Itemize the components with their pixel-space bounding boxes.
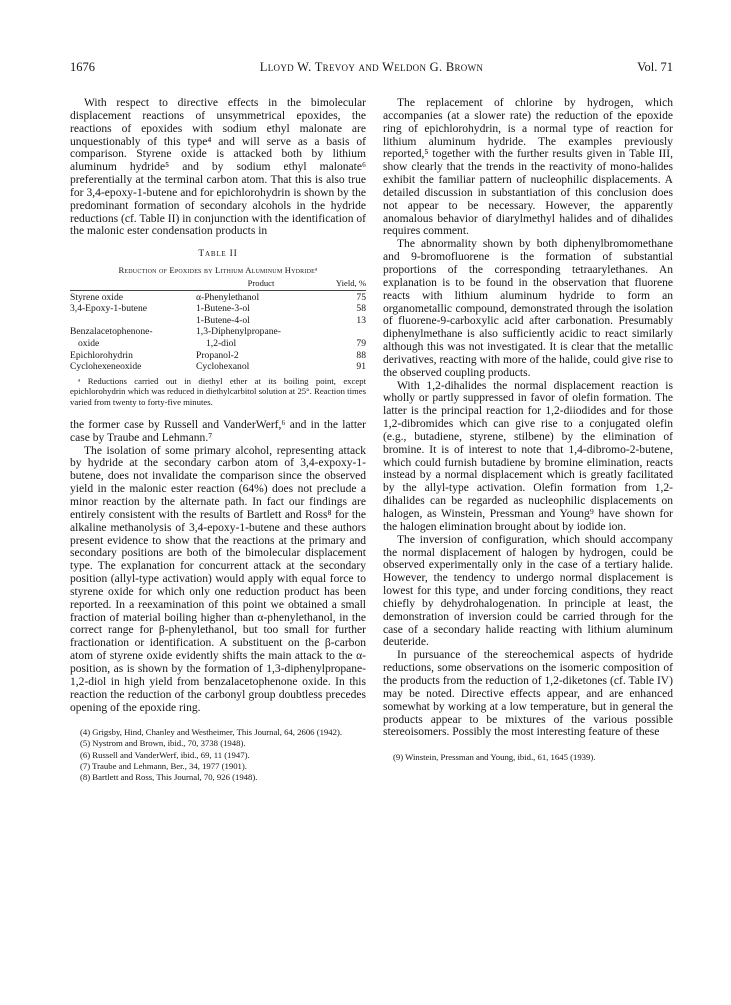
table-cell: 3,4-Epoxy-1-butene [70,303,147,315]
table-cell: 79 [356,337,366,349]
table-header-row [70,278,366,291]
table-cell: oxide [78,337,100,349]
table-cell: 13 [356,314,366,326]
table-header-cell: Product [247,277,275,288]
table-cell: 88 [356,349,366,361]
left-paragraph-1: With respect to directive effects in the bimolecular displacement reactions of unsymmetrical epoxides, the reactions of epoxides with sodium ethyl malonate are unquestionably of this type⁴ and will serve as a basis of comparison. Styrene oxide is attacked both by lithium aluminum hydride⁵ and by sodium ethyl malonate⁶ preferentially at the terminal carbon atom. That this is also true for 3,4-epoxy-1-butene and for epichlorohydrin is shown by the predominant formation of secondary alcohols in the hydride reductions (cf. Table II) in conjunction with the identification of the malonic ester condensation products in [70,97,366,238]
footnote: (5) Nystrom and Brown, ibid., 70, 3738 (1948). [80,738,246,749]
running-header [70,60,673,78]
footnote: (8) Bartlett and Ross, This Journal, 70, 926 (1948). [80,771,258,782]
footnote: (7) Traube and Lehmann, Ber., 34, 1977 (1901). [80,760,247,771]
table-cell: 1-Butene-3-ol [196,303,250,315]
table-cell: Cyclohexanol [196,361,250,373]
table-cell: 58 [356,303,366,315]
table-row [70,303,366,315]
table-row [70,292,366,304]
table-header-cell [70,278,196,290]
table-row [70,326,366,338]
table-cell: Epichlorohydrin [70,349,133,361]
table-footnote: ᵃ Reductions carried out in diethyl ether at its boiling point, except epichlorohydrin which was reduced in diethylcarbitol solution at 25°. Reaction times varied from twenty to forty-five minutes. [70,375,366,407]
table-cell: 91 [356,361,366,373]
table-cell: Propanol-2 [196,349,239,361]
page-number: 1676 [70,60,95,74]
table-row [70,315,366,327]
table-cell [70,315,196,327]
right-paragraph-3: With 1,2-dihalides the normal displacement reaction is wholly or partly suppressed in favor of olefin formation. The latter is the principal reaction for 1,2-diiodides and for those 1,2-dibromides which can give rise to a conjugated olefin (e.g., butadiene, styrene, stilbene) by the elimination of bromine. It is of interest to note that 1,4-dibromo-2-butene, which could furnish butadiene by bromine elimination, reacts instead by a normal displacement which is greatly facilitated by the allyl-type activation. Olefin formation from 1,2-dihalides can be regarded as nucleophilic displacements on halogen, as Winstein, Pressman and Young⁹ have shown for the halogen elimination brought about by iodide ion. [383,379,673,533]
table-cell: 1,3-Diphenylpropane- [196,326,281,338]
footnote-right: (9) Winstein, Pressman and Young, ibid., 61, 1645 (1939). [393,752,596,763]
data-table [70,278,366,373]
footnote: (4) Grigsby, Hind, Chanley and Westheimer, This Journal, 64, 2606 (1942). [80,727,343,738]
table-cell [326,326,366,338]
left-paragraph-2: the former case by Russell and VanderWerf,⁶ and in the latter case by Traube and Lehmann.⁷ [70,418,366,444]
table-cell: Cyclohexeneoxide [70,361,142,373]
right-paragraph-1: The replacement of chlorine by hydrogen, which accompanies (at a slower rate) the reduction of the epoxide ring of epichlorohydrin, is a normal type of reaction for lithium aluminum hydride. The examples previously reported,⁵ together with the further results given in Table III, show clearly that the trends in the reactivity of mono-halides exhibit the familiar pattern of nucleophilic displacements. A detailed discussion in substantiation of this conclusion does not appear to be necessary. However, the apparently anomalous behavior of diarylmethyl halides and of dihalides requires comment. [383,97,673,238]
table-cell: Benzalacetophenone- [70,326,153,338]
table-row [70,361,366,373]
right-paragraph-2: The abnormality shown by both diphenylbromomethane and 9-bromofluorene is the formation of substantial proportions of the corresponding tetraarylethanes. An explanation is to be found in the observation that fluorene reacts with lithium aluminum hydride to form an organometallic compound, demonstrated through the isolation of fluorene-9-carboxylic acid after carbonation. Presumably diphenylmethane is also sufficiently acidic to react similarly although this was not investigated. It is clear that the metallic derivatives, reacting with more of the halide, could give rise to the observed coupling products. [383,238,673,379]
left-column [70,97,366,783]
table-header-cell: Yield, % [335,277,366,288]
table-spacer [70,407,366,419]
footnotes-left [70,727,366,782]
table-cell: 1-Butene-4-ol [196,314,250,326]
volume-label: Vol. 71 [637,60,673,74]
table-row [70,338,366,350]
table-caption: Reduction of Epoxides by Lithium Aluminum Hydrideᵃ [118,265,318,276]
footnote: (6) Russell and VanderWerf, ibid., 69, 11 (1947). [80,749,250,760]
table-cell: Styrene oxide [70,291,124,303]
table-cell: α-Phenylethanol [196,291,260,303]
left-paragraph-3: The isolation of some primary alcohol, representing attack by hydride at the secondary carbon atom of 3,4-expoxy-1-butene, does not invalidate the comparison since the observed yield in the malonic ester reaction (64%) does not preclude a minor reaction by the alternate path. In fact our findings are entirely consistent with the results of Bartlett and Ross⁸ for the alkaline methanolysis of 3,4-epoxy-1-butene and these authors present evidence to show that the reactions at the primary and secondary positions are both of the bimolecular displacement type. The explanation for concurrent attack at the secondary position (allyl-type activation) would apply with equal force to styrene oxide for which only one reduction product has been reported. In a reexamination of this point we obtained a small fraction of material boiling higher than α-phenylethanol, in the correct range for β-phenylethanol, but too small for further fractionation or identification. A substituent on the β-carbon atom of styrene oxide evidently shifts the main attack to the α-position, as is shown by the formation of 1,3-diphenylpropane-1,2-diol in high yield from benzalacetophenone oxide. In this reaction the reduction of the carbonyl group doubtless precedes opening of the epoxide ring. [70,444,366,714]
table-title: Table II [198,249,238,260]
table-cell: 1,2-diol [206,337,237,349]
right-paragraph-5: In pursuance of the stereochemical aspects of hydride reductions, some observations on the isomeric composition of the products from the reduction of 1,2-diketones (cf. Table IV) may be noted. Directive effects appear, and are enhanced somewhat by working at a low temperature, but in general the products appear to be mixtures of the various possible stereoisomers. Possibly the most interesting feature of these [383,649,673,739]
table-cell: 75 [356,291,366,303]
running-head-authors: Lloyd W. Trevoy and Weldon G. Brown [259,60,484,74]
right-paragraph-4: The inversion of configuration, which should accompany the normal displacement of halogen by hydrogen, could be observed experimentally only in the case of a tertiary halide. However, the tendency to undergo normal displacement is lowest for this type, and under forcing conditions, they react chiefly by dehydrohalogenation. In principle at least, the demonstration of inversion could be carried through for the case of a secondary halide reacting with lithium aluminum deuteride. [383,533,673,649]
right-column [383,97,673,763]
table-row [70,350,366,362]
